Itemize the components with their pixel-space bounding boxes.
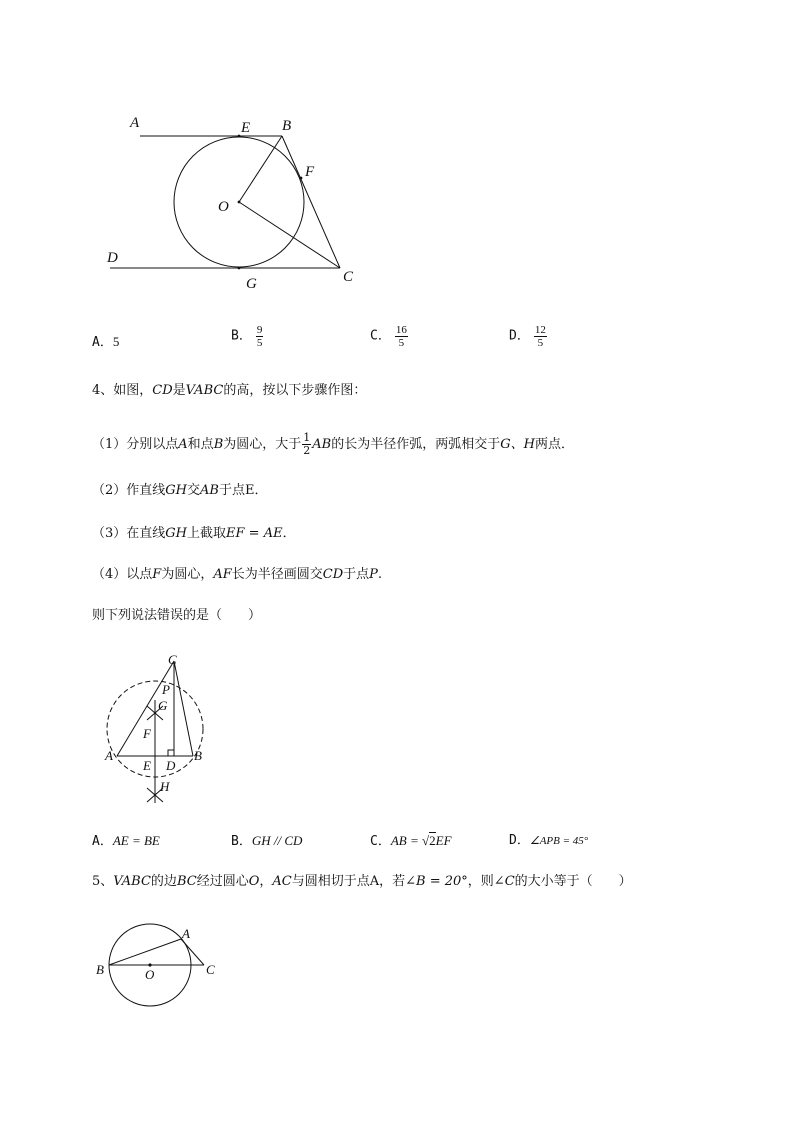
label-P: P [162,682,170,697]
q3-option-d[interactable] [509,324,547,349]
label-B: B [194,748,202,763]
label-G: G [158,698,168,713]
q4-step-2: （2）作直线GH交AB于点E． [92,483,268,498]
fraction: $\frac{9}{5}$ [256,324,263,349]
option-letter: D． [509,833,530,848]
q4-option-a[interactable] [92,832,160,851]
option-value: GH // CD [251,833,303,848]
q4-step-3: （3）在直线GH上截取EF = AE． [92,526,296,541]
figure-2-construction [0,640,794,810]
q4-option-d[interactable] [509,832,588,850]
segment-BC [282,136,340,268]
label-B: B [96,962,104,977]
label-G: G [246,276,257,292]
point-O [238,201,241,204]
fraction-half: $\frac{1}{2}$ [303,431,311,457]
q4-option-c[interactable] [370,832,452,851]
point-F [300,177,303,180]
q4-question: 则下列说法错误的是（ ） [92,608,262,623]
option-value: AB = [390,833,422,848]
right-angle-mark [168,750,174,756]
segment-OB [239,136,282,202]
option-letter: B． [231,328,252,344]
label-E: E [143,758,151,773]
label-H: H [160,779,170,794]
label-A: A [182,926,190,941]
option-letter: A． [92,834,113,849]
label-D: D [107,250,118,266]
point-G [238,267,241,270]
q3-option-c[interactable] [370,324,408,349]
q4-step-4: （4）以点F为圆心，AF长为半径画圆交CD于点P. [92,567,383,582]
radicand: 2 [429,833,436,848]
option-letter: C． [370,834,391,849]
q4-stem: 4、如图，CD是VABC的高，按以下步骤作图： [92,383,367,398]
figure-1-tangent-circle [0,0,794,320]
option-value: 5 [112,334,120,349]
option-letter: A． [92,335,113,350]
label-C: C [343,269,354,285]
label-O: O [218,199,229,215]
segment-AC [181,939,204,965]
option-value-tail: EF [435,833,452,848]
label-D: D [166,758,176,773]
option-letter: B． [231,834,252,849]
sqrt-sign: √ [421,833,430,848]
option-letter: C． [370,328,391,344]
point-E [238,135,241,138]
fraction: $\frac{12}{5}$ [534,324,546,349]
q5-stem: 5、VABC的边BC经过圆心O，AC与圆相切于点A，若∠B = 20°，则∠C的大小等于（ ） [92,874,632,889]
segment-BC [174,661,193,756]
option-value: AE = BE [112,833,160,848]
option-letter: D． [509,328,530,344]
q3-option-b[interactable] [231,324,263,349]
option-value: ∠APB = 45° [529,835,589,847]
label-E: E [241,120,251,136]
fraction: $\frac{16}{5}$ [395,324,407,349]
figure-3-tangent [0,910,794,1020]
segment-BA [109,939,181,965]
label-A: A [105,748,113,763]
label-C: C [206,962,215,977]
label-C: C [168,652,177,667]
label-A: A [130,115,140,131]
q4-option-b[interactable] [231,832,302,851]
q3-option-a[interactable] [92,333,119,352]
label-O: O [145,967,155,982]
label-B: B [282,118,292,134]
segment-OC [239,202,340,268]
label-F: F [305,164,315,180]
q4-step-1: （1）分别以点A和点B为圆心，大于 $\frac{1}{2}$ AB的长为半径作弧，两弧相交于G、H两点． [92,431,574,457]
label-F: F [143,726,151,741]
